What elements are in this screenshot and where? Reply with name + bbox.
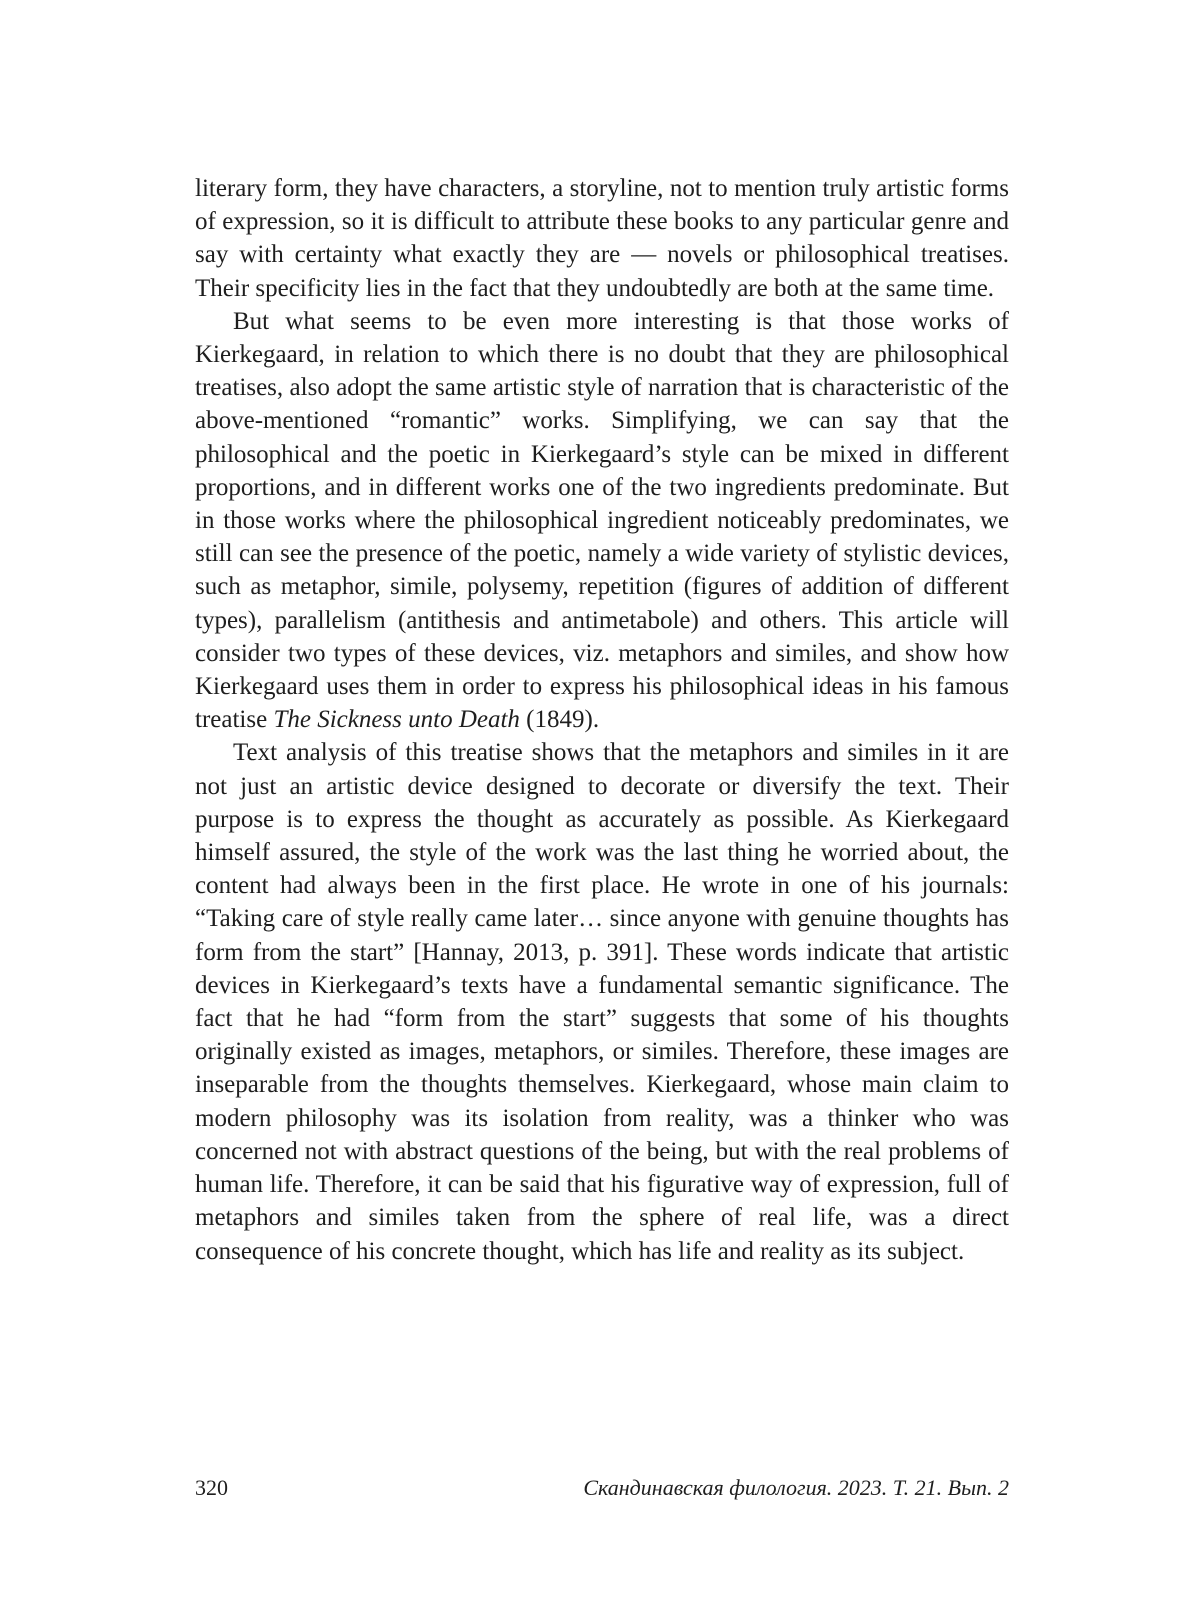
page-footer — [195, 1475, 1009, 1509]
paragraph-2 — [195, 305, 1009, 737]
paragraph-1: literary form, they have characters, a storyline, not to mention truly artistic forms of expression, so it is difficult to attribute these books to any particular genre and say with certainty what exactly they are — novels or philosophical treatises. Their specificity lies in the fact that they undoubtedly are both at the same time. — [195, 175, 1009, 302]
paragraph-2-tail: (1849). — [519, 706, 600, 734]
paragraph-2-text: But what seems to be even more interesting is that those works of Kierkegaard, in relation to which there is no doubt that they are philosophical treatises, also adopt the same artistic style of narration that is characteristic of the above-mentioned “romantic” works. Simplifying, we can say that the philosophical and the poetic in Kierkegaard’s style can be mixed in different proportions, and in different works one of the two ingredients predominate. But in those works where the philosophical ingredient noticeably predominates, we still can see the presence of the poetic, namely a wide variety of stylistic devices, such as metaphor, simile, polysemy, repetition (figures of addition of different types), parallelism (antithesis and antimetabole) and others. This article will consider two types of these devices, viz. metaphors and similes, and show how Kierkegaard uses them in order to express his philosophical ideas in his famous treatise — [195, 307, 1009, 734]
page-number: 320 — [195, 1475, 228, 1500]
treatise-title: The Sickness unto Death — [273, 706, 520, 734]
journal-footer: Скандинавская филология. 2023. Т. 21. Вып. 2 — [583, 1475, 1009, 1500]
body-text — [195, 172, 1009, 1268]
paragraph-3: Text analysis of this treatise shows that the metaphors and similes in it are not just an artistic device designed to decorate or diversify the text. Their purpose is to express the thought as accurately as possible. As Kierkegaard himself assured, the style of the work was the last thing he worried about, the content had always been in the first place. He wrote in one of his journals: “Taking care of style really came later… since anyone with genuine thoughts has form from the start” [Hannay, 2013, p. 391]. These words indicate that artistic devices in Kierkegaard’s texts have a fundamental semantic significance. The fact that he had “form from the start” suggests that some of his thoughts originally existed as images, metaphors, or similes. Therefore, these images are inseparable from the thoughts themselves. Kierkegaard, whose main claim to modern philosophy was its isolation from reality, was a thinker who was concerned not with abstract questions of the being, but with the real problems of human life. Therefore, it can be said that his figurative way of expression, full of metaphors and similes taken from the sphere of real life, was a direct consequence of his concrete thought, which has life and reality as its subject. — [195, 739, 1009, 1265]
